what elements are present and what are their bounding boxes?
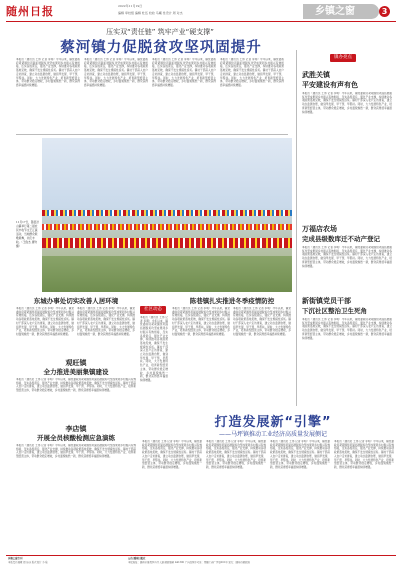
- story-t3-title-line1: 观旺镇: [65, 359, 87, 367]
- community-body: 本报讯（通讯员 王伟 记者 李明）今年以来，镇党委政府紧紧围绕巩固拓展脱贫攻坚成果同乡村振兴有效衔接，压实各级责任，强化产业支撑，持续推动各项政策落地见效，确保不发生规模性返贫。镇村干部深入农户走访排查，建立动态监测台账，做到早发现、早干预、早帮扶。同时，大力发展特色产业，培育新型经营主体，带动群众稳定增收，乡村面貌焕然一新，群众获得感幸福感持续增强。: [140, 316, 168, 382]
- photo-caption: 11月17日，随县洪山镇举行第二届农民丰收节文艺汇演活动，当地群众载歌载舞，共庆丰收。（王俊杰 唐钧 摄）: [16, 220, 39, 248]
- footer-right-sub: 本报地址：随州市曾都区舜井大道 邮政编码 441300 广告经营许可证：鄂随工商广字第001号 发行：随州市邮政局: [128, 561, 250, 564]
- feature-subline: ——马坪镇推动工业经济高质量发展侧记: [218, 431, 327, 438]
- lead-headline: 蔡河镇力促脱贫攻坚巩固提升: [60, 40, 262, 56]
- right-column-rule: [296, 50, 297, 406]
- community-tag: 社区动态: [140, 306, 166, 314]
- footer-left-sub: 本版责任编辑 周 冰冰 版式设计 李 瑶: [8, 561, 48, 564]
- story-t4-body: 本报讯（通讯员 王伟 记者 李明）今年以来，镇党委政府紧紧围绕巩固拓展脱贫攻坚成果同乡村振兴有效衔接，压实各级责任，强化产业支撑，持续推动各项政策落地见效，确保不发生规模性返贫。镇村干部深入农户走访排查，建立动态监测台账，做到早发现、早干预、早帮扶。同时，大力发展特色产业，培育新型经营主体，带动群众稳定增收，乡村面貌焕然一新，群众获得感幸福感持续增强。: [16, 444, 136, 459]
- lead-kicker: 压实双“责任链” 筑牢产业“硬支撑”: [106, 28, 214, 36]
- side1-body: 本报讯（通讯员 王伟 记者 李明）今年以来，镇党委政府紧紧围绕巩固拓展脱贫攻坚成果同乡村振兴有效衔接，压实各级责任，强化产业支撑，持续推动各项政策落地见效，确保不发生规模性返贫。镇村干部深入农户走访排查，建立动态监测台账，做到早发现、早干预、早帮扶。同时，大力发展特色产业，培育新型经营主体，带动群众稳定增收，乡村面貌焕然一新，群众获得感幸福感持续增强。: [302, 92, 392, 114]
- feature-headline: 打造发展新“引擎”: [214, 415, 332, 430]
- lead-body-col-3: 本报讯（通讯员 王伟 记者 李明）今年以来，镇党委政府紧紧围绕巩固拓展脱贫攻坚成果同乡村振兴有效衔接，压实各级责任，强化产业支撑，持续推动各项政策落地见效，确保不发生规模性返贫。镇村干部深入农户走访排查，建立动态监测台账，做到早发现、早干预、早帮扶。同时，大力发展特色产业，培育新型经营主体，带动群众稳定增收，乡村面貌焕然一新，群众获得感幸福感持续增强。: [152, 58, 216, 87]
- page-number: 3: [379, 6, 390, 17]
- feature-body-col-3: 本报讯（通讯员 王伟 记者 李明）今年以来，镇党委政府紧紧围绕巩固拓展脱贫攻坚成果同乡村振兴有效衔接，压实各级责任，强化产业支撑，持续推动各项政策落地见效，确保不发生规模性返贫。镇村干部深入农户走访排查，建立动态监测台账，做到早发现、早干预、早帮扶。同时，大力发展特色产业，培育新型经营主体，带动群众稳定增收，乡村面貌焕然一新，群众获得感幸福感持续增强。: [270, 440, 330, 469]
- side3-title-line2: 下沉社区整治卫生死角: [302, 307, 367, 315]
- story-t4-title-line2: 开展全员核酸检测应急演练: [37, 434, 115, 442]
- editor-line: 编辑 审校组 编辑 杜伍 校检 马曦 性设计 周 对杰: [118, 11, 183, 15]
- feature-body-col-1: 本报讯（通讯员 王伟 记者 李明）今年以来，镇党委政府紧紧围绕巩固拓展脱贫攻坚成果同乡村振兴有效衔接，压实各级责任，强化产业支撑，持续推动各项政策落地见效，确保不发生规模性返贫。镇村干部深入农户走访排查，建立动态监测台账，做到早发现、早干预、早帮扶。同时，大力发展特色产业，培育新型经营主体，带动群众稳定增收，乡村面貌焕然一新，群众获得感幸福感持续增强。: [142, 440, 202, 469]
- lead-body-col-2: 本报讯（通讯员 王伟 记者 李明）今年以来，镇党委政府紧紧围绕巩固拓展脱贫攻坚成果同乡村振兴有效衔接，压实各级责任，强化产业支撑，持续推动各项政策落地见效，确保不发生规模性返贫。镇村干部深入农户走访排查，建立动态监测台账，做到早发现、早干预、早帮扶。同时，大力发展特色产业，培育新型经营主体，带动群众稳定增收，乡村面貌焕然一新，群众获得感幸福感持续增强。: [84, 58, 148, 87]
- story-t3-title-line2: 全力推进美丽集镇建设: [43, 368, 109, 376]
- side3-body: 本报讯（通讯员 王伟 记者 李明）今年以来，镇党委政府紧紧围绕巩固拓展脱贫攻坚成果同乡村振兴有效衔接，压实各级责任，强化产业支撑，持续推动各项政策落地见效，确保不发生规模性返贫。镇村干部深入农户走访排查，建立动态监测台账，做到早发现、早干预、早帮扶。同时，大力发展特色产业，培育新型经营主体，带动群众稳定增收，乡村面貌焕然一新，群众获得感幸福感持续增强。: [302, 318, 392, 340]
- side2-title-line2: 完成县级数库迁不动产登记: [302, 235, 380, 243]
- story-t1-body-1: 本报讯（通讯员 王伟 记者 李明）今年以来，镇党委政府紧紧围绕巩固拓展脱贫攻坚成果同乡村振兴有效衔接，压实各级责任，强化产业支撑，持续推动各项政策落地见效，确保不发生规模性返贫。镇村干部深入农户走访排查，建立动态监测台账，做到早发现、早干预、早帮扶。同时，大力发展特色产业，培育新型经营主体，带动群众稳定增收，乡村面貌焕然一新，群众获得感幸福感持续增强。: [16, 307, 74, 336]
- footer-left-title: 乡镇之窗专刊: [8, 557, 23, 560]
- side2-body: 本报讯（通讯员 王伟 记者 李明）今年以来，镇党委政府紧紧围绕巩固拓展脱贫攻坚成果同乡村振兴有效衔接，压实各级责任，强化产业支撑，持续推动各项政策落地见效，确保不发生规模性返贫。镇村干部深入农户走访排查，建立动态监测台账，做到早发现、早干预、早帮扶。同时，大力发展特色产业，培育新型经营主体，带动群众稳定增收，乡村面貌焕然一新，群众获得感幸福感持续增强。: [302, 246, 392, 268]
- story-t1-body-2: 本报讯（通讯员 王伟 记者 李明）今年以来，镇党委政府紧紧围绕巩固拓展脱贫攻坚成果同乡村振兴有效衔接，压实各级责任，强化产业支撑，持续推动各项政策落地见效，确保不发生规模性返贫。镇村干部深入农户走访排查，建立动态监测台账，做到早发现、早干预、早帮扶。同时，大力发展特色产业，培育新型经营主体，带动群众稳定增收，乡村面貌焕然一新，群众获得感幸福感持续增强。: [77, 307, 135, 336]
- feature-body-col-4: 本报讯（通讯员 王伟 记者 李明）今年以来，镇党委政府紧紧围绕巩固拓展脱贫攻坚成果同乡村振兴有效衔接，压实各级责任，强化产业支撑，持续推动各项政策落地见效，确保不发生规模性返贫。镇村干部深入农户走访排查，建立动态监测台账，做到早发现、早干预、早帮扶。同时，大力发展特色产业，培育新型经营主体，带动群众稳定增收，乡村面貌焕然一新，群众获得感幸福感持续增强。: [334, 440, 394, 469]
- feature-body-col-2: 本报讯（通讯员 王伟 记者 李明）今年以来，镇党委政府紧紧围绕巩固拓展脱贫攻坚成果同乡村振兴有效衔接，压实各级责任，强化产业支撑，持续推动各项政策落地见效，确保不发生规模性返贫。镇村干部深入农户走访排查，建立动态监测台账，做到早发现、早干预、早帮扶。同时，大力发展特色产业，培育新型经营主体，带动群众稳定增收，乡村面貌焕然一新，群众获得感幸福感持续增强。: [206, 440, 266, 469]
- photo-ground: [42, 256, 292, 292]
- header-rule: [6, 21, 396, 22]
- story-t2-body-2: 本报讯（通讯员 王伟 记者 李明）今年以来，镇党委政府紧紧围绕巩固拓展脱贫攻坚成果同乡村振兴有效衔接，压实各级责任，强化产业支撑，持续推动各项政策落地见效，确保不发生规模性返贫。镇村干部深入农户走访排查，建立动态监测台账，做到早发现、早干预、早帮扶。同时，大力发展特色产业，培育新型经营主体，带动群众稳定增收，乡村面貌焕然一新，群众获得感幸福感持续增强。: [233, 307, 291, 336]
- story-t1-title: 东城办事处切实改善人居环境: [33, 297, 119, 305]
- footer-right-title: 公告 随州日报社: [128, 557, 146, 560]
- section-title: 乡镇之窗: [303, 4, 379, 19]
- side2-title-line1: 万福店农场: [302, 225, 337, 233]
- lead-divider: [16, 134, 288, 135]
- lead-body-col-1: 本报讯（通讯员 王伟 记者 李明）今年以来，镇党委政府紧紧围绕巩固拓展脱贫攻坚成果同乡村振兴有效衔接，压实各级责任，强化产业支撑，持续推动各项政策落地见效，确保不发生规模性返贫。镇村干部深入农户走访排查，建立动态监测台账，做到早发现、早干预、早帮扶。同时，大力发展特色产业，培育新型经营主体，带动群众稳定增收，乡村面貌焕然一新，群众获得感幸福感持续增强。: [16, 58, 80, 87]
- newspaper-logo: 随州日报: [6, 5, 54, 18]
- story-t3-body: 本报讯（通讯员 王伟 记者 李明）今年以来，镇党委政府紧紧围绕巩固拓展脱贫攻坚成果同乡村振兴有效衔接，压实各级责任，强化产业支撑，持续推动各项政策落地见效，确保不发生规模性返贫。镇村干部深入农户走访排查，建立动态监测台账，做到早发现、早干预、早帮扶。同时，大力发展特色产业，培育新型经营主体，带动群众稳定增收，乡村面貌焕然一新，群众获得感幸福感持续增强。: [16, 378, 136, 393]
- lead-body-col-4: 本报讯（通讯员 王伟 记者 李明）今年以来，镇党委政府紧紧围绕巩固拓展脱贫攻坚成果同乡村振兴有效衔接，压实各级责任，强化产业支撑，持续推动各项政策落地见效，确保不发生规模性返贫。镇村干部深入农户走访排查，建立动态监测台账，做到早发现、早干预、早帮扶。同时，大力发展特色产业，培育新型经营主体，带动群众稳定增收，乡村面貌焕然一新，群众获得感幸福感持续增强。: [220, 58, 284, 87]
- story-t2-title: 陈巷镇扎实推进冬季疫情防控: [189, 297, 275, 305]
- footer-rule: [6, 555, 396, 556]
- story-t2-body-1: 本报讯（通讯员 王伟 记者 李明）今年以来，镇党委政府紧紧围绕巩固拓展脱贫攻坚成果同乡村振兴有效衔接，压实各级责任，强化产业支撑，持续推动各项政策落地见效，确保不发生规模性返贫。镇村干部深入农户走访排查，建立动态监测台账，做到早发现、早干预、早帮扶。同时，大力发展特色产业，培育新型经营主体，带动群众稳定增收，乡村面貌焕然一新，群众获得感幸福感持续增强。: [172, 307, 230, 336]
- issue-date: 2022年11月19日: [118, 4, 143, 8]
- highlight-tag: 镇办亮点: [330, 54, 356, 62]
- side1-title-line1: 武胜关镇: [302, 71, 330, 79]
- festival-photo: [42, 138, 292, 292]
- side1-title-line2: 平安建设有声有色: [302, 81, 358, 89]
- photo-crowd-band-1: [42, 210, 292, 216]
- story-t4-title-line1: 李店镇: [65, 425, 87, 433]
- photo-crowd-band-2: [42, 224, 292, 230]
- photo-performers: [42, 238, 292, 248]
- side3-title-line1: 新街镇党员干部: [302, 297, 351, 305]
